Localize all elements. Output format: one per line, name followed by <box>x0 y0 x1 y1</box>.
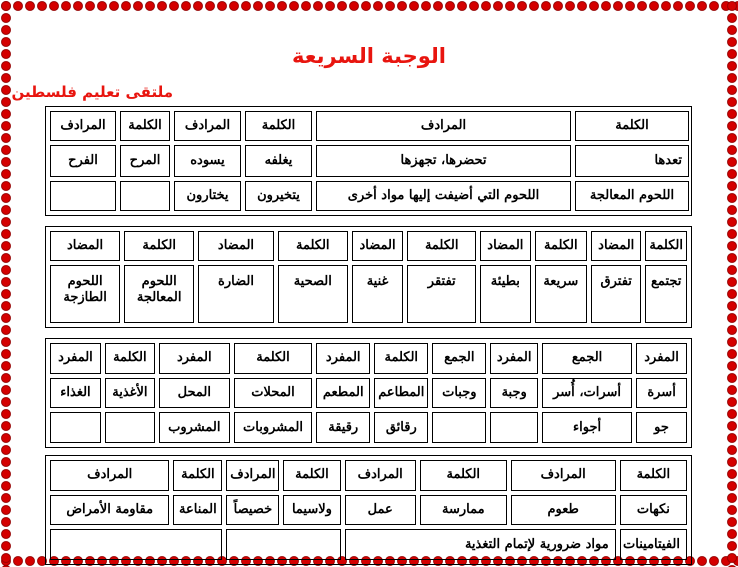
border-left <box>0 0 12 567</box>
table-cell: الغذاء <box>50 378 101 409</box>
header-cell: الكلمة <box>407 231 476 261</box>
header-cell: الكلمة <box>173 460 222 491</box>
border-top <box>0 0 738 12</box>
page-title: الوجبة السريعة <box>292 44 446 68</box>
header-cell: الكلمة <box>120 111 170 141</box>
header-cell: الكلمة <box>234 343 312 374</box>
header-cell: المضاد <box>591 231 641 261</box>
table-cell: نكهات <box>620 495 687 526</box>
table-cell: تعدها <box>575 145 689 177</box>
table-cell: الفيتامينات <box>620 529 687 560</box>
table-cell: اللحوم التي أضيفت إليها مواد أخرى <box>316 181 571 211</box>
header-cell: الكلمة <box>420 460 507 491</box>
table-cell: وجبة <box>490 378 538 409</box>
table-cell: أسرة <box>636 378 687 409</box>
table-cell: مواد ضرورية لإتمام التغذية <box>345 529 616 560</box>
table-cell: المناعة <box>173 495 222 526</box>
header-cell: المضاد <box>480 231 530 261</box>
header-cell: المرادف <box>174 111 241 141</box>
border-right <box>726 0 738 567</box>
header-cell: الكلمة <box>620 460 687 491</box>
table-cell: جو <box>636 412 687 443</box>
table-cell: اللحوم المعالجة <box>575 181 689 211</box>
header-cell: المضاد <box>50 231 120 261</box>
table-cell: يتخيرون <box>245 181 312 211</box>
header-cell: المرادف <box>50 111 116 141</box>
header-cell: المفرد <box>490 343 538 374</box>
table-cell: رقيقة <box>316 412 370 443</box>
table-cell: المشروبات <box>234 412 312 443</box>
header-cell: المرادف <box>226 460 279 491</box>
header-cell: المفرد <box>316 343 370 374</box>
table-cell: المطاعم <box>374 378 428 409</box>
table-cell: تجتمع <box>645 265 687 323</box>
page-subtitle: ملتقى تعليم فلسطين <box>11 83 173 101</box>
table-cell: ولاسيما <box>283 495 340 526</box>
header-cell: الكلمة <box>283 460 340 491</box>
table-cell: تفترق <box>591 265 641 323</box>
table-cell <box>50 412 101 443</box>
header-cell: المفرد <box>50 343 101 374</box>
table-cell <box>226 529 340 560</box>
header-cell: المرادف <box>316 111 571 141</box>
table-cell: يسوده <box>174 145 241 177</box>
table-cell: ممارسة <box>420 495 507 526</box>
table-cell: رقائق <box>374 412 428 443</box>
table-cell: أسرات، أُسر <box>542 378 632 409</box>
header-cell: المضاد <box>352 231 403 261</box>
table-cell: سريعة <box>535 265 588 323</box>
header-cell: الكلمة <box>124 231 194 261</box>
header-cell: الكلمة <box>105 343 155 374</box>
table-cell: اللحوم المعالجة <box>124 265 194 323</box>
table-cell <box>50 529 222 560</box>
table-cell <box>50 181 116 211</box>
table-cell: الأغذية <box>105 378 155 409</box>
header-cell: الجمع <box>542 343 632 374</box>
table-cell: المطعم <box>316 378 370 409</box>
synonyms-table-2 <box>46 456 691 564</box>
table-cell: المشروب <box>159 412 230 443</box>
table-cell: طعوم <box>511 495 616 526</box>
header-cell: المفرد <box>159 343 230 374</box>
table-cell: مقاومة الأمراض <box>50 495 169 526</box>
table-cell: أجواء <box>542 412 632 443</box>
header-cell: المفرد <box>636 343 687 374</box>
header-cell: المرادف <box>345 460 416 491</box>
header-cell: المرادف <box>511 460 616 491</box>
table-cell <box>105 412 155 443</box>
table-cell: المحلات <box>234 378 312 409</box>
header-cell: الجمع <box>432 343 486 374</box>
table-cell: الفرح <box>50 145 116 177</box>
table-cell: بطيئة <box>480 265 530 323</box>
table-cell: وجبات <box>432 378 486 409</box>
table-cell: تحضرها، تجهزها <box>316 145 571 177</box>
header-cell: الكلمة <box>374 343 428 374</box>
header-cell: الكلمة <box>245 111 312 141</box>
header-cell: الكلمة <box>575 111 689 141</box>
plurals-table <box>46 339 691 447</box>
header-cell: المضاد <box>198 231 274 261</box>
table-cell: الصحية <box>278 265 348 323</box>
table-cell: المرح <box>120 145 170 177</box>
table-cell <box>490 412 538 443</box>
header-cell: الكلمة <box>278 231 348 261</box>
table-cell: الضارة <box>198 265 274 323</box>
antonyms-table <box>46 227 691 327</box>
table-cell: اللحوم الطازجة <box>50 265 120 323</box>
table-cell: خصيصاً <box>226 495 279 526</box>
table-cell <box>432 412 486 443</box>
header-cell: الكلمة <box>645 231 687 261</box>
header-cell: المرادف <box>50 460 169 491</box>
table-cell <box>120 181 170 211</box>
table-cell: عمل <box>345 495 416 526</box>
table-cell: المحل <box>159 378 230 409</box>
synonyms-table-1 <box>46 107 693 215</box>
table-cell: يختارون <box>174 181 241 211</box>
header-cell: الكلمة <box>535 231 588 261</box>
table-cell: يغلفه <box>245 145 312 177</box>
table-cell: غنية <box>352 265 403 323</box>
table-cell: تفتقر <box>407 265 476 323</box>
